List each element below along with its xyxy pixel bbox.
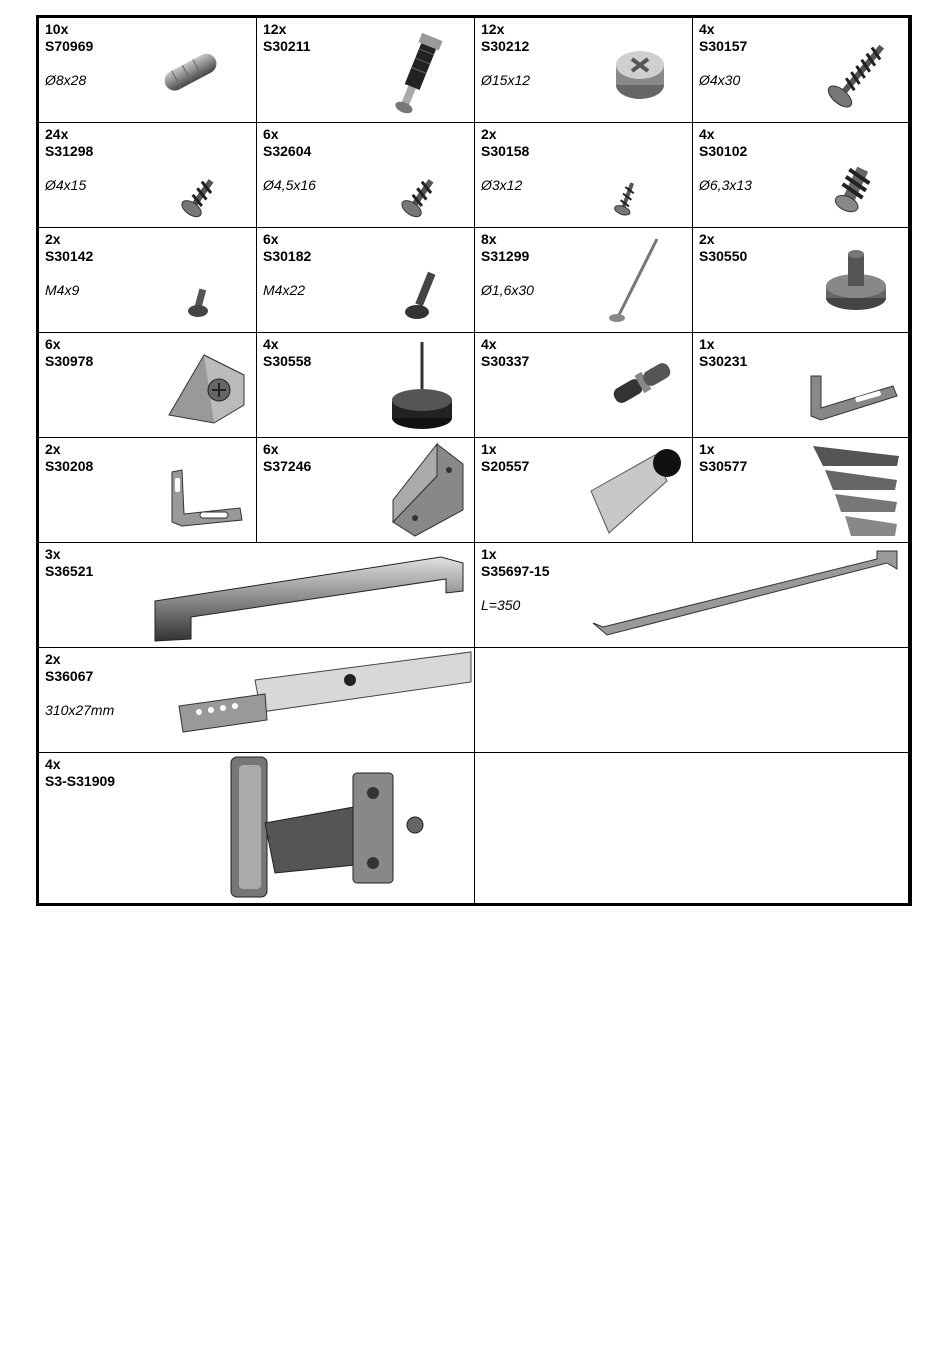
part-qty: 12x <box>263 21 287 37</box>
part-cell <box>693 18 909 123</box>
part-cell <box>257 438 475 543</box>
part-cell <box>39 228 257 333</box>
screw-icon <box>823 33 893 118</box>
part-cell <box>693 228 909 333</box>
part-qty: 4x <box>699 126 715 142</box>
cam-lock-icon <box>610 43 670 103</box>
part-code: S30208 <box>45 458 94 474</box>
handle-icon <box>151 553 471 645</box>
part-cell <box>693 438 909 543</box>
part-cell <box>39 123 257 228</box>
part-cell <box>257 228 475 333</box>
shelf-pin-icon <box>607 353 677 413</box>
part-cell <box>39 753 475 903</box>
wedges-icon <box>811 442 903 540</box>
part-cell <box>257 123 475 228</box>
parts-table <box>36 15 912 906</box>
drawer-runner-icon <box>175 650 473 738</box>
part-cell <box>475 18 693 123</box>
part-qty: 2x <box>481 126 497 142</box>
part-cell <box>475 123 693 228</box>
part-cell <box>693 333 909 438</box>
part-code: S30212 <box>481 38 530 54</box>
part-code: S30182 <box>263 248 312 264</box>
part-qty: 6x <box>263 231 279 247</box>
part-code: S30142 <box>45 248 94 264</box>
part-qty: 4x <box>263 336 279 352</box>
part-code: S32604 <box>263 143 312 159</box>
part-dim: M4x9 <box>45 282 80 298</box>
part-cell <box>693 123 909 228</box>
part-cell <box>475 438 693 543</box>
part-qty: 8x <box>481 231 497 247</box>
part-qty: 4x <box>699 21 715 37</box>
part-cell <box>39 438 257 543</box>
part-code: S30558 <box>263 353 312 369</box>
part-cell <box>39 18 257 123</box>
euro-screw-icon <box>833 163 873 218</box>
part-code: S36067 <box>45 668 94 684</box>
part-dim: M4x22 <box>263 282 306 298</box>
part-qty: 10x <box>45 21 69 37</box>
part-code: S31298 <box>45 143 94 159</box>
part-dim: Ø6,3x13 <box>699 177 752 193</box>
part-code: S30211 <box>263 38 311 54</box>
part-cell <box>39 648 475 753</box>
empty-cell <box>475 753 909 903</box>
part-code: S30577 <box>699 458 748 474</box>
part-dim: Ø4,5x16 <box>263 177 316 193</box>
part-code: S36521 <box>45 563 94 579</box>
part-cell <box>475 333 693 438</box>
part-code: S30231 <box>699 353 748 369</box>
glide-foot-icon <box>387 338 457 433</box>
part-qty: 1x <box>481 546 497 562</box>
hinge-icon <box>225 753 445 901</box>
part-qty: 2x <box>45 441 61 457</box>
l-bracket-icon <box>164 466 244 531</box>
part-dim: Ø15x12 <box>481 72 531 88</box>
part-qty: 4x <box>481 336 497 352</box>
part-code: S30550 <box>699 248 748 264</box>
part-qty: 1x <box>481 441 497 457</box>
part-qty: 6x <box>263 126 279 142</box>
part-dim: Ø3x12 <box>481 177 523 193</box>
nail-icon <box>605 233 665 328</box>
part-cell <box>475 228 693 333</box>
glue-tube-icon <box>587 443 687 538</box>
part-code: S35697-15 <box>481 563 550 579</box>
corner-bracket-icon <box>164 345 249 425</box>
part-dim: Ø8x28 <box>45 72 87 88</box>
corner-block-icon <box>375 440 470 540</box>
part-qty: 1x <box>699 441 715 457</box>
angle-bracket-icon <box>805 368 900 423</box>
part-code: S30978 <box>45 353 94 369</box>
leveller-foot-icon <box>821 246 891 316</box>
part-code: S30158 <box>481 143 530 159</box>
part-dim: 310x27mm <box>45 702 115 718</box>
bolt-icon <box>402 268 447 323</box>
screw-icon <box>399 173 439 223</box>
part-code: S37246 <box>263 458 312 474</box>
part-qty: 12x <box>481 21 505 37</box>
part-code: S30337 <box>481 353 530 369</box>
part-code: S31299 <box>481 248 530 264</box>
hanging-rod-icon <box>587 545 907 643</box>
part-qty: 1x <box>699 336 715 352</box>
empty-cell <box>475 648 909 753</box>
part-code: S30102 <box>699 143 748 159</box>
part-code: S70969 <box>45 38 94 54</box>
screw-icon <box>610 178 642 223</box>
part-cell <box>257 18 475 123</box>
part-code: S20557 <box>481 458 530 474</box>
part-dim: Ø1,6x30 <box>481 282 534 298</box>
part-cell <box>475 543 909 648</box>
part-cell <box>257 333 475 438</box>
cam-bolt-icon <box>382 30 452 120</box>
part-dim: Ø4x15 <box>45 177 87 193</box>
part-cell <box>39 543 475 648</box>
dowel-icon <box>161 48 221 98</box>
part-qty: 3x <box>45 546 61 562</box>
part-dim: L=350 <box>481 597 521 613</box>
part-qty: 6x <box>45 336 61 352</box>
part-qty: 2x <box>45 231 61 247</box>
screw-icon <box>179 173 219 223</box>
part-qty: 4x <box>45 756 61 772</box>
part-code: S30157 <box>699 38 748 54</box>
part-code: S3-S31909 <box>45 773 116 789</box>
bolt-icon <box>184 283 214 323</box>
part-qty: 2x <box>45 651 61 667</box>
part-qty: 2x <box>699 231 715 247</box>
part-dim: Ø4x30 <box>699 72 741 88</box>
part-cell <box>39 333 257 438</box>
part-qty: 24x <box>45 126 69 142</box>
part-qty: 6x <box>263 441 279 457</box>
